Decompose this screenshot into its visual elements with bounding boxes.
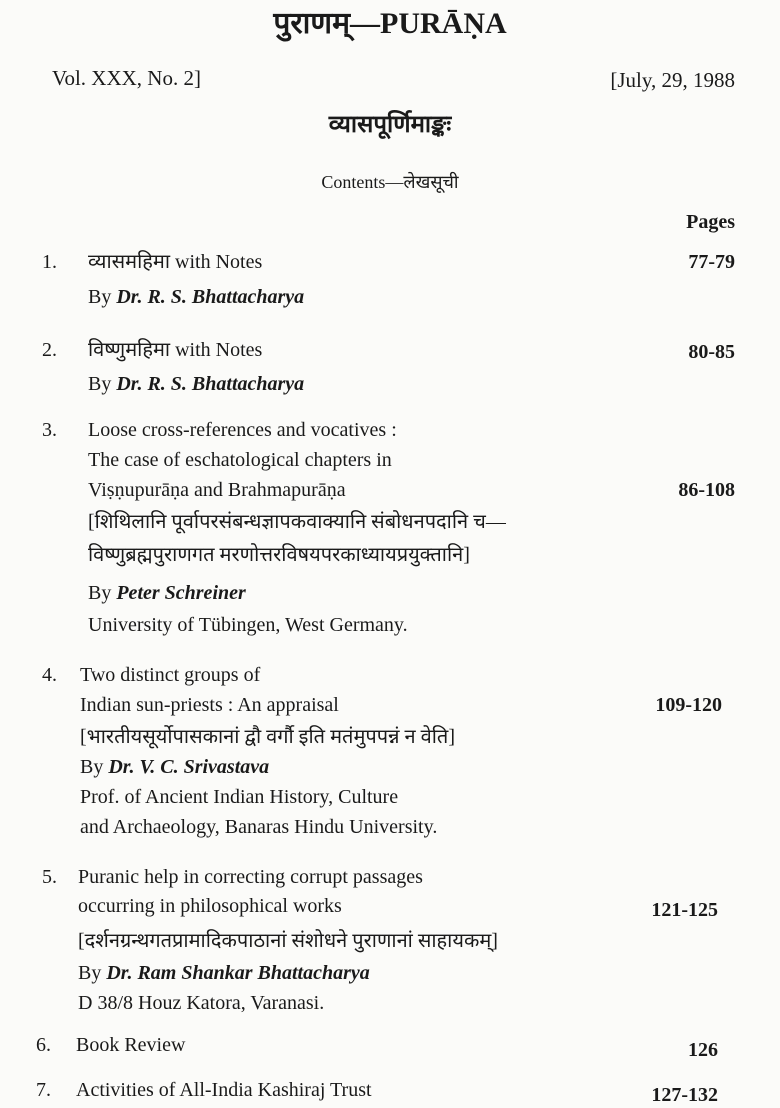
item-author [88,372,304,396]
item-sanskrit-title: [शिथिलानि पूर्वापरसंबन्धज्ञापकवाक्यानि संबोधनपदानि च— [88,511,506,533]
author-name: Dr. R. S. Bhattacharya [116,373,305,395]
item-pages: 77-79 [688,251,735,273]
item-pages: 127-132 [651,1084,718,1106]
item-sanskrit-title: [दर्शनग्रन्थगतप्रामादिकपाठानां संशोधने पुराणानां साहायकम्] [78,930,498,952]
author-name: Peter Schreiner [116,582,246,604]
item-pages: 109-120 [655,694,722,716]
item-number: 4. [42,664,57,686]
author-affiliation: D 38/8 Houz Katora, Varanasi. [78,992,325,1014]
by-label: By [88,286,112,308]
item-author [88,581,246,605]
item-title-line: Indian sun-priests : An appraisal [80,694,339,716]
item-title: Book Review [76,1034,186,1056]
volume-info: Vol. XXX, No. 2] [52,66,201,90]
item-title-line: Viṣṇupurāṇa and Brahmapurāṇa [88,479,346,501]
issue-date: [July, 29, 1988 [610,68,735,92]
item-title-line: The case of eschatological chapters in [88,449,392,471]
by-label: By [78,962,102,984]
item-number: 7. [36,1079,51,1101]
item-author [80,755,269,779]
item-number: 2. [42,339,57,361]
by-label: By [80,756,104,778]
item-author [78,961,370,985]
item-number: 6. [36,1034,51,1056]
author-affiliation: Prof. of Ancient Indian History, Culture [80,786,399,808]
item-title-line: occurring in philosophical works [78,895,342,917]
journal-title: पुराणम्—PURĀṆA [273,7,507,40]
item-sanskrit-title: विष्णुब्रह्मपुराणगत मरणोत्तरविषयपरकाध्यायप्रयुक्तानि] [88,544,470,566]
author-name: Dr. R. S. Bhattacharya [116,286,305,308]
author-affiliation: and Archaeology, Banaras Hindu University. [80,816,438,838]
by-label: By [88,373,112,395]
by-label: By [88,582,112,604]
item-pages: 126 [688,1039,718,1061]
author-name: Dr. Ram Shankar Bhattacharya [106,962,370,984]
item-title-line: Loose cross-references and vocatives : [88,419,397,441]
item-number: 3. [42,419,57,441]
item-sanskrit-title: [भारतीयसूर्योपासकानां द्वौ वर्गौ इति मतंमुपपन्नं न वेति] [80,726,455,748]
contents-heading: Contents—लेखसूची [321,172,459,192]
item-pages: 121-125 [651,899,718,921]
item-number: 5. [42,866,57,888]
author-name: Dr. V. C. Srivastava [108,756,270,778]
author-affiliation: University of Tübingen, West Germany. [88,614,408,636]
item-title-line: Puranic help in correcting corrupt passages [78,866,423,888]
item-title: विष्णुमहिमा with Notes [88,339,263,361]
pages-heading: Pages [686,211,735,233]
item-number: 1. [42,251,57,273]
item-pages: 86-108 [678,479,735,501]
item-author [88,285,304,309]
item-title: व्यासमहिमा with Notes [88,251,263,273]
item-title-line: Two distinct groups of [80,664,261,686]
issue-title: व्यासपूर्णिमाङ्कः [328,112,452,138]
item-pages: 80-85 [688,341,735,363]
item-title: Activities of All-India Kashiraj Trust [76,1079,372,1101]
